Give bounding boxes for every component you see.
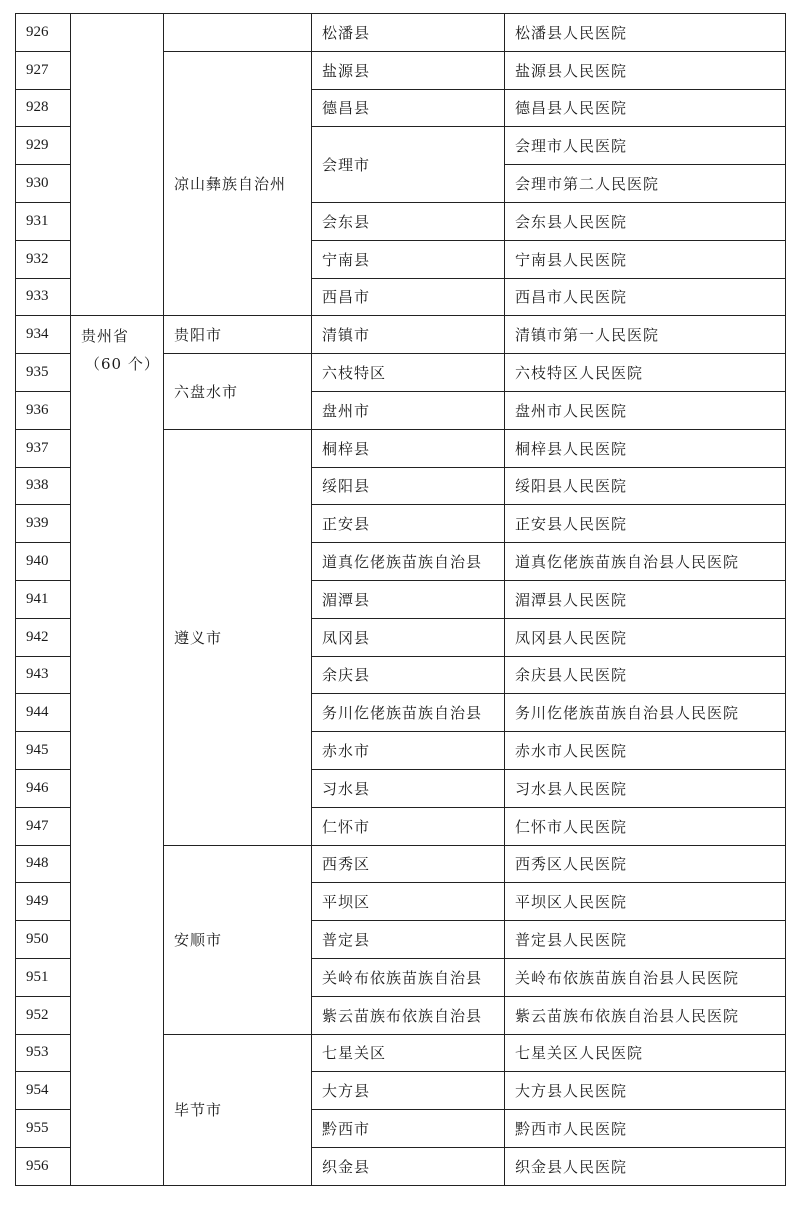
row-number: 927 [16,51,71,89]
hospital-cell: 余庆县人民医院 [505,656,786,694]
hospital-cell: 盐源县人民医院 [505,51,786,89]
city-cell-guiyang: 贵阳市 [164,316,312,354]
table-row [16,316,786,354]
county-cell: 会理市 [312,127,505,203]
hospital-cell: 会理市人民医院 [505,127,786,165]
hospital-cell: 正安县人民医院 [505,505,786,543]
hospital-cell: 会东县人民医院 [505,202,786,240]
county-cell: 正安县 [312,505,505,543]
hospital-cell: 习水县人民医院 [505,769,786,807]
row-number: 931 [16,202,71,240]
row-number: 939 [16,505,71,543]
county-cell: 绥阳县 [312,467,505,505]
hospital-cell: 仁怀市人民医院 [505,807,786,845]
table-row [16,14,786,52]
hospital-cell: 桐梓县人民医院 [505,429,786,467]
row-number: 928 [16,89,71,127]
county-cell: 清镇市 [312,316,505,354]
row-number: 935 [16,354,71,392]
hospital-cell: 绥阳县人民医院 [505,467,786,505]
hospital-cell: 凤冈县人民医院 [505,618,786,656]
county-cell: 西秀区 [312,845,505,883]
province-cell [71,14,164,316]
province-name: 贵州省 [81,327,130,346]
hospital-cell: 清镇市第一人民医院 [505,316,786,354]
county-cell: 德昌县 [312,89,505,127]
county-cell: 大方县 [312,1072,505,1110]
row-number: 955 [16,1110,71,1148]
hospital-cell: 紫云苗族布依族自治县人民医院 [505,996,786,1034]
row-number: 948 [16,845,71,883]
hospital-cell: 道真仡佬族苗族自治县人民医院 [505,543,786,581]
county-cell: 七星关区 [312,1034,505,1072]
row-number: 933 [16,278,71,316]
city-cell [164,14,312,52]
province-count: （60 个） [85,355,160,374]
county-cell: 赤水市 [312,732,505,770]
hospital-cell: 西秀区人民医院 [505,845,786,883]
row-number: 929 [16,127,71,165]
hospital-cell: 宁南县人民医院 [505,240,786,278]
county-cell: 桐梓县 [312,429,505,467]
row-number: 940 [16,543,71,581]
row-number: 956 [16,1147,71,1185]
row-number: 938 [16,467,71,505]
row-number: 954 [16,1072,71,1110]
hospital-cell: 松潘县人民医院 [505,14,786,52]
hospital-cell: 盘州市人民医院 [505,391,786,429]
hospital-cell: 大方县人民医院 [505,1072,786,1110]
county-cell: 普定县 [312,921,505,959]
county-cell: 务川仡佬族苗族自治县 [312,694,505,732]
hospital-cell: 会理市第二人民医院 [505,165,786,203]
hospital-cell: 织金县人民医院 [505,1147,786,1185]
row-number: 952 [16,996,71,1034]
county-cell: 盐源县 [312,51,505,89]
city-cell-bijie: 毕节市 [164,1034,312,1185]
county-cell: 松潘县 [312,14,505,52]
hospital-cell: 六枝特区人民医院 [505,354,786,392]
row-number: 947 [16,807,71,845]
city-cell-liangshan: 凉山彝族自治州 [164,51,312,316]
county-cell: 湄潭县 [312,580,505,618]
city-cell-zunyi: 遵义市 [164,429,312,845]
row-number: 937 [16,429,71,467]
county-cell: 盘州市 [312,391,505,429]
row-number: 946 [16,769,71,807]
row-number: 950 [16,921,71,959]
row-number: 941 [16,580,71,618]
county-cell: 六枝特区 [312,354,505,392]
row-number: 951 [16,958,71,996]
hospital-cell: 关岭布依族苗族自治县人民医院 [505,958,786,996]
county-cell: 关岭布依族苗族自治县 [312,958,505,996]
county-cell: 宁南县 [312,240,505,278]
row-number: 944 [16,694,71,732]
city-cell-anshun: 安顺市 [164,845,312,1034]
county-cell: 紫云苗族布依族自治县 [312,996,505,1034]
row-number: 926 [16,14,71,52]
hospital-table [15,13,786,1186]
row-number: 934 [16,316,71,354]
hospital-cell: 平坝区人民医院 [505,883,786,921]
hospital-cell: 七星关区人民医院 [505,1034,786,1072]
hospital-cell: 湄潭县人民医院 [505,580,786,618]
county-cell: 凤冈县 [312,618,505,656]
hospital-cell: 西昌市人民医院 [505,278,786,316]
hospital-cell: 普定县人民医院 [505,921,786,959]
row-number: 953 [16,1034,71,1072]
row-number: 943 [16,656,71,694]
hospital-cell: 赤水市人民医院 [505,732,786,770]
city-cell-liupanshui: 六盘水市 [164,354,312,430]
province-cell-guizhou [71,316,164,1185]
county-cell: 平坝区 [312,883,505,921]
county-cell: 仁怀市 [312,807,505,845]
county-cell: 余庆县 [312,656,505,694]
county-cell: 道真仡佬族苗族自治县 [312,543,505,581]
row-number: 942 [16,618,71,656]
county-cell: 织金县 [312,1147,505,1185]
row-number: 930 [16,165,71,203]
county-cell: 会东县 [312,202,505,240]
hospital-cell: 务川仡佬族苗族自治县人民医院 [505,694,786,732]
row-number: 936 [16,391,71,429]
row-number: 945 [16,732,71,770]
county-cell: 黔西市 [312,1110,505,1148]
row-number: 949 [16,883,71,921]
county-cell: 西昌市 [312,278,505,316]
hospital-cell: 德昌县人民医院 [505,89,786,127]
hospital-cell: 黔西市人民医院 [505,1110,786,1148]
county-cell: 习水县 [312,769,505,807]
row-number: 932 [16,240,71,278]
